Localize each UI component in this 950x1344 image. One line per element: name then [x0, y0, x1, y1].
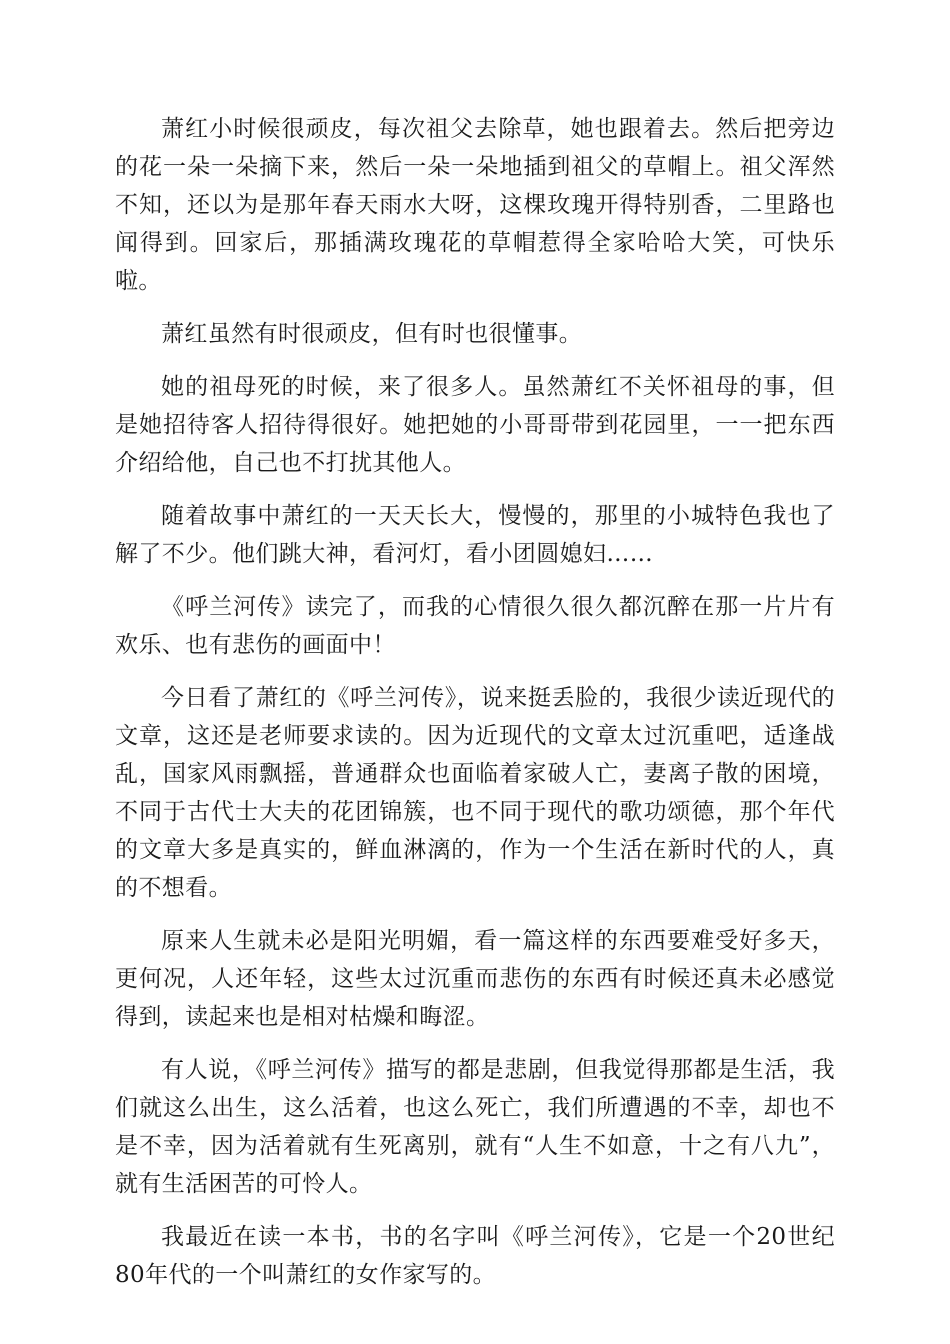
paragraph-8: 有人说，《呼兰河传》描写的都是悲剧，但我觉得那都是生活，我们就这么出生，这么活着，也这么死亡，我们所遭遇的不幸，却也不是不幸，因为活着就有生死离别，就有“人生不如意，十之有八九”，就有生活困苦的可怜人。	[115, 1057, 835, 1197]
paragraph-9: 我最近在读一本书，书的名字叫《呼兰河传》，它是一个20世纪80年代的一个叫萧红的女作家写的。	[115, 1224, 835, 1288]
paragraph-7: 原来人生就未必是阳光明媚，看一篇这样的东西要难受好多天，更何况，人还年轻，这些太过沉重而悲伤的东西有时候还真未必感觉得到，读起来也是相对枯燥和晦涩。	[115, 928, 835, 1030]
paragraph-6: 今日看了萧红的《呼兰河传》，说来挺丢脸的，我很少读近现代的文章，这还是老师要求读的。因为近现代的文章太过沉重吧，适逢战乱，国家风雨飘摇，普通群众也面临着家破人亡，妻离子散的困境，不同于古代士大夫的花团锦簇，也不同于现代的歌功颂德，那个年代的文章大多是真实的，鲜血淋漓的，作为一个生活在新时代的人，真的不想看。	[115, 685, 835, 901]
document-body	[115, 110, 835, 1309]
paragraph-3: 她的祖母死的时候，来了很多人。虽然萧红不关怀祖母的事，但是她招待客人招待得很好。她把她的小哥哥带到花园里，一一把东西介绍给他，自己也不打扰其他人。	[115, 374, 835, 476]
paragraph-5: 《呼兰河传》读完了，而我的心情很久很久都沉醉在那一片片有欢乐、也有悲伤的画面中！	[115, 594, 835, 658]
paragraph-1: 萧红小时候很顽皮，每次祖父去除草，她也跟着去。然后把旁边的花一朵一朵摘下来，然后一朵一朵地插到祖父的草帽上。祖父浑然不知，还以为是那年春天雨水大呀，这棵玫瑰开得特别香，二里路也闻得到。回家后，那插满玫瑰花的草帽惹得全家哈哈大笑，可快乐啦。	[115, 116, 835, 294]
paragraph-4: 随着故事中萧红的一天天长大，慢慢的，那里的小城特色我也了解了不少。他们跳大神，看河灯，看小团圆媳妇……	[115, 503, 835, 567]
paragraph-2: 萧红虽然有时很顽皮，但有时也很懂事。	[161, 321, 583, 347]
